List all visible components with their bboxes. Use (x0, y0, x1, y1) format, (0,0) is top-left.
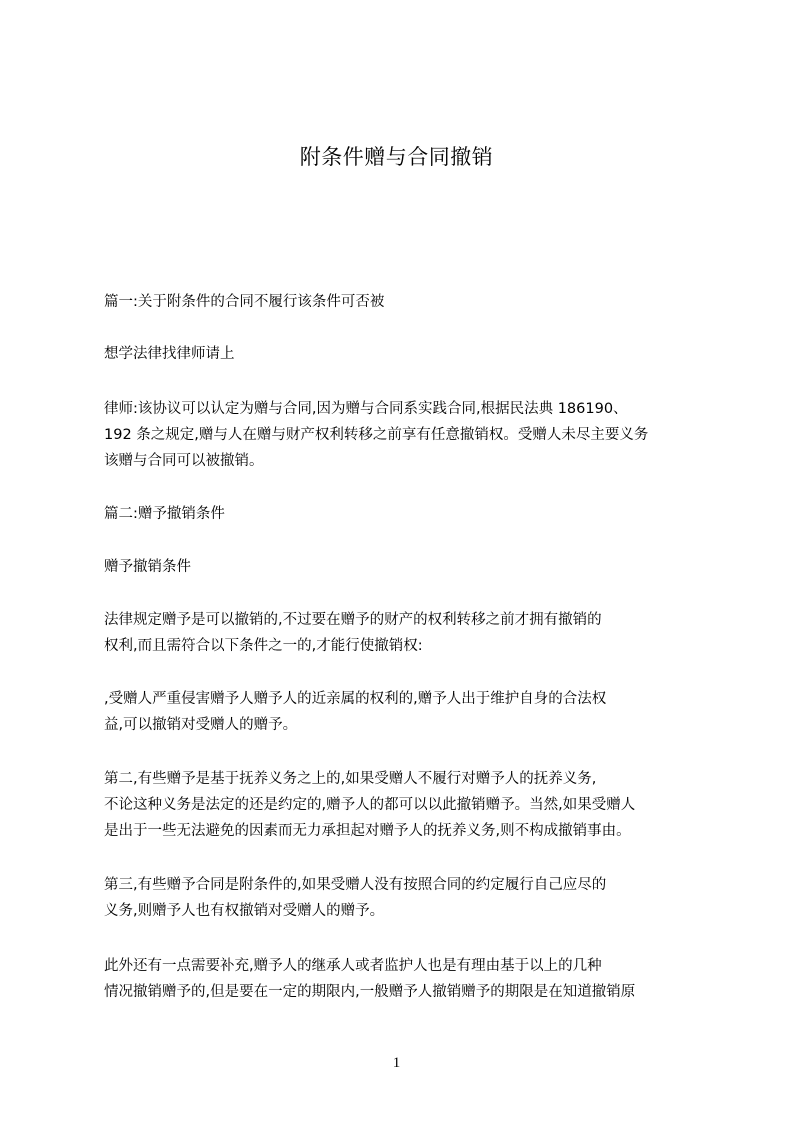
text-line: 想学法律找律师请上 (104, 346, 235, 362)
text-line: 权利,而且需符合以下条件之一的,才能行使撤销权: (104, 638, 423, 654)
paragraph-9 (104, 872, 698, 924)
text-line: 益,可以撤销对受赠人的赠予。 (104, 717, 298, 733)
page-number: 1 (392, 1055, 401, 1071)
document-title: 附条件赠与合同撤销 (299, 145, 494, 169)
text-line: 律师:该协议可以认定为赠与合同,因为赠与合同系实践合同,根据民法典 186190、 (104, 401, 628, 417)
text-line: 此外还有一点需要补充,赠予人的继承人或者监护人也是有理由基于以上的几种 (104, 958, 602, 974)
paragraph-10 (104, 953, 698, 1005)
text-line: 情况撤销赠予的,但是要在一定的期限内,一般赠予人撤销赠予的期限是在知道撤销原 (104, 984, 636, 1000)
text-line: 该赠与合同可以被撤销。 (104, 453, 264, 469)
paragraph-7 (104, 686, 698, 738)
text-line: 篇二:赠予撤销条件 (104, 506, 225, 522)
paragraph-2 (104, 341, 698, 367)
text-line: 192 条之规定,赠与人在赠与财产权利转移之前享有任意撤销权。受赠人未尽主要义务 (104, 427, 649, 443)
text-line: ,受赠人严重侵害赠予人赠予人的近亲属的权利的,赠予人出于维护自身的合法权 (104, 691, 607, 707)
text-line: 义务,则赠予人也有权撤销对受赠人的赠予。 (104, 903, 385, 919)
paragraph-5 (104, 554, 698, 580)
paragraph-6 (104, 607, 698, 659)
paragraph-3 (104, 396, 698, 474)
paragraph-4 (104, 501, 698, 527)
text-line: 是出于一些无法避免的因素而无力承担起对赠予人的抚养义务,则不构成撤销事由。 (104, 823, 631, 839)
text-line: 不论这种义务是法定的还是约定的,赠予人的都可以以此撤销赠予。当然,如果受赠人 (104, 797, 636, 813)
text-line: 篇一:关于附条件的合同不履行该条件可否被 (104, 294, 385, 310)
text-line: 第三,有些赠予合同是附条件的,如果受赠人没有按照合同的约定履行自己应尽的 (104, 877, 607, 893)
text-line: 第二,有些赠予是基于抚养义务之上的,如果受赠人不履行对赠予人的抚养义务, (104, 771, 597, 787)
paragraph-1 (104, 289, 698, 315)
paragraph-8 (104, 766, 698, 844)
text-line: 赠予撤销条件 (104, 559, 191, 575)
text-line: 法律规定赠予是可以撤销的,不过要在赠予的财产的权利转移之前才拥有撤销的 (104, 612, 602, 628)
